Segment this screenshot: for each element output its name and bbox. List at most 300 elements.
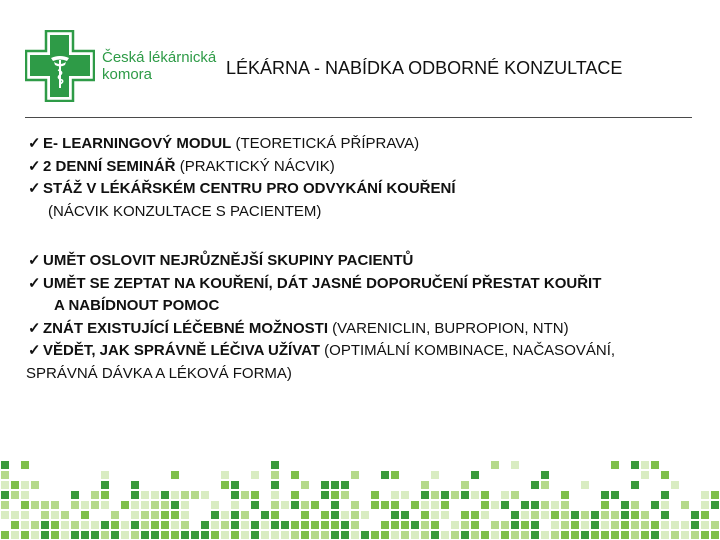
pattern-square: [71, 531, 79, 539]
pattern-square: [221, 531, 229, 539]
pattern-square: [81, 511, 89, 519]
pattern-square: [21, 501, 29, 509]
pattern-square: [541, 481, 549, 489]
pattern-square: [701, 521, 709, 529]
pattern-square: [101, 491, 109, 499]
pattern-square: [221, 511, 229, 519]
pattern-square: [211, 531, 219, 539]
pattern-square: [211, 511, 219, 519]
pattern-square: [231, 511, 239, 519]
pattern-square: [711, 531, 719, 539]
pattern-square: [581, 481, 589, 489]
pattern-square: [191, 531, 199, 539]
pattern-square: [541, 511, 549, 519]
pattern-square: [181, 511, 189, 519]
pattern-square: [411, 501, 419, 509]
pattern-square: [341, 511, 349, 519]
pattern-square: [431, 511, 439, 519]
pattern-square: [381, 501, 389, 509]
pattern-square: [331, 511, 339, 519]
pattern-square: [471, 521, 479, 529]
pattern-square: [281, 531, 289, 539]
pattern-square: [591, 511, 599, 519]
pattern-square: [561, 531, 569, 539]
pattern-square: [211, 501, 219, 509]
pattern-square: [351, 471, 359, 479]
pattern-square: [561, 511, 569, 519]
pattern-square: [181, 521, 189, 529]
pattern-square: [661, 531, 669, 539]
pattern-square: [371, 501, 379, 509]
pattern-square: [611, 461, 619, 469]
pattern-square: [661, 521, 669, 529]
pattern-square: [341, 521, 349, 529]
pattern-square: [351, 501, 359, 509]
pattern-square: [21, 511, 29, 519]
pattern-square: [611, 511, 619, 519]
pattern-square: [31, 481, 39, 489]
pattern-square: [11, 531, 19, 539]
pattern-square: [51, 511, 59, 519]
pharmacy-cross-icon: [25, 30, 95, 102]
pattern-square: [391, 471, 399, 479]
pattern-square: [151, 511, 159, 519]
list-item: [28, 178, 456, 201]
pattern-square: [631, 481, 639, 489]
pattern-square: [91, 491, 99, 499]
item-text: (PRAKTICKÝ NÁCVIK): [175, 157, 335, 175]
pattern-square: [661, 471, 669, 479]
pattern-square: [681, 501, 689, 509]
pattern-square: [691, 531, 699, 539]
pattern-square: [51, 521, 59, 529]
pattern-square: [391, 531, 399, 539]
pattern-square: [161, 501, 169, 509]
pattern-square: [351, 531, 359, 539]
pattern-square: [51, 501, 59, 509]
item-bold-text: 2 DENNÍ SEMINÁŘ: [43, 157, 176, 175]
pattern-square: [41, 521, 49, 529]
pattern-square: [421, 481, 429, 489]
pattern-square: [321, 521, 329, 529]
pattern-square: [291, 521, 299, 529]
item-continuation: (NÁCVIK KONZULTACE S PACIENTEM): [48, 202, 322, 220]
pattern-square: [551, 501, 559, 509]
logo-line-1: Česká lékárnická: [102, 49, 217, 66]
item-bold-text: E- LEARNINGOVÝ MODUL: [43, 135, 232, 152]
pattern-square: [631, 461, 639, 469]
pattern-square: [11, 521, 19, 529]
pattern-square: [671, 531, 679, 539]
pattern-square: [131, 531, 139, 539]
pattern-square: [531, 531, 539, 539]
pattern-square: [81, 521, 89, 529]
pattern-square: [471, 511, 479, 519]
pattern-square: [331, 481, 339, 489]
pattern-square: [701, 511, 709, 519]
pattern-square: [101, 471, 109, 479]
pattern-square: [21, 481, 29, 489]
pattern-square: [1, 461, 9, 469]
check-icon: ✓: [28, 252, 41, 269]
pattern-square: [261, 531, 269, 539]
pattern-square: [551, 521, 559, 529]
pattern-square: [261, 521, 269, 529]
pattern-square: [601, 531, 609, 539]
pattern-square: [41, 511, 49, 519]
pattern-square: [41, 501, 49, 509]
pattern-square: [441, 501, 449, 509]
pattern-square: [81, 531, 89, 539]
pattern-square: [491, 531, 499, 539]
pattern-square: [271, 501, 279, 509]
pattern-square: [481, 531, 489, 539]
pattern-square: [221, 521, 229, 529]
item-text: (VARENICLIN, BUPROPION, NTN): [328, 319, 569, 337]
pattern-square: [121, 531, 129, 539]
item-bold-text: ZNÁT EXISTUJÍCÍ LÉČEBNÉ MOŽNOSTI: [43, 319, 329, 337]
pattern-square: [101, 521, 109, 529]
logo: [25, 30, 235, 102]
pattern-square: [351, 511, 359, 519]
pattern-square: [531, 511, 539, 519]
item-bold-text: STÁŽ V LÉKÁŘSKÉM CENTRU PRO ODVYKÁNÍ KOUŘENÍ: [43, 180, 456, 198]
pattern-square: [1, 471, 9, 479]
pattern-square: [231, 501, 239, 509]
pattern-square: [401, 531, 409, 539]
pattern-square: [701, 501, 709, 509]
pattern-square: [431, 491, 439, 499]
pattern-square: [21, 521, 29, 529]
pattern-square: [301, 521, 309, 529]
pattern-square: [441, 511, 449, 519]
pattern-square: [141, 491, 149, 499]
pattern-square: [431, 471, 439, 479]
pattern-square: [661, 491, 669, 499]
pattern-square: [481, 511, 489, 519]
pattern-square: [251, 501, 259, 509]
item-text: (TEORETICKÁ PŘÍPRAVA): [231, 135, 420, 152]
pattern-square: [301, 511, 309, 519]
pattern-square: [111, 531, 119, 539]
list-item: [28, 156, 456, 179]
pattern-square: [381, 531, 389, 539]
pattern-square: [291, 491, 299, 499]
pattern-square: [181, 531, 189, 539]
pattern-square: [271, 491, 279, 499]
pattern-square: [521, 501, 529, 509]
pattern-square: [81, 501, 89, 509]
check-icon: ✓: [28, 342, 41, 360]
pattern-square: [151, 491, 159, 499]
pattern-square: [301, 501, 309, 509]
pattern-square: [521, 531, 529, 539]
pattern-square: [61, 511, 69, 519]
pattern-square: [501, 501, 509, 509]
pattern-square: [231, 491, 239, 499]
pattern-square: [421, 501, 429, 509]
pattern-square: [441, 491, 449, 499]
pattern-square: [11, 481, 19, 489]
pattern-square: [231, 531, 239, 539]
pattern-square: [611, 521, 619, 529]
pattern-square: [161, 531, 169, 539]
pattern-square: [621, 531, 629, 539]
item-continuation: SPRÁVNÁ DÁVKA A LÉKOVÁ FORMA): [26, 364, 292, 382]
pattern-square: [421, 521, 429, 529]
pattern-square: [271, 511, 279, 519]
pattern-square: [291, 471, 299, 479]
pattern-square: [601, 511, 609, 519]
pattern-square: [621, 501, 629, 509]
pattern-square: [471, 531, 479, 539]
pattern-square: [601, 491, 609, 499]
pattern-square: [291, 531, 299, 539]
pattern-square: [471, 491, 479, 499]
pattern-square: [171, 501, 179, 509]
pattern-square: [581, 521, 589, 529]
pattern-square: [31, 531, 39, 539]
pattern-square: [51, 531, 59, 539]
pattern-square: [501, 531, 509, 539]
item-text: (OPTIMÁLNÍ KOMBINACE, NAČASOVÁNÍ,: [319, 342, 616, 360]
pattern-square: [671, 481, 679, 489]
pattern-square: [611, 491, 619, 499]
pattern-square: [381, 521, 389, 529]
pattern-square: [161, 491, 169, 499]
check-icon: ✓: [28, 180, 41, 198]
logo-line-2: komora: [102, 66, 153, 83]
pattern-square: [681, 521, 689, 529]
pattern-square: [171, 521, 179, 529]
pattern-square: [531, 521, 539, 529]
pattern-square: [1, 501, 9, 509]
pattern-square: [561, 491, 569, 499]
pattern-square: [601, 521, 609, 529]
pattern-square: [641, 511, 649, 519]
pattern-square: [421, 491, 429, 499]
pattern-square: [91, 521, 99, 529]
pattern-square: [271, 521, 279, 529]
pattern-square: [241, 491, 249, 499]
pattern-square: [521, 521, 529, 529]
pattern-square: [311, 521, 319, 529]
check-icon: ✓: [28, 135, 41, 152]
decorative-green-pattern: [0, 460, 720, 540]
pattern-square: [291, 501, 299, 509]
pattern-square: [201, 521, 209, 529]
pattern-square: [141, 501, 149, 509]
pattern-square: [371, 531, 379, 539]
pattern-square: [591, 531, 599, 539]
pattern-square: [441, 531, 449, 539]
pattern-square: [71, 521, 79, 529]
pattern-square: [241, 531, 249, 539]
pattern-square: [321, 491, 329, 499]
pattern-square: [651, 461, 659, 469]
pattern-square: [271, 471, 279, 479]
pattern-square: [331, 491, 339, 499]
pattern-square: [321, 481, 329, 489]
pattern-square: [71, 491, 79, 499]
pattern-square: [251, 471, 259, 479]
pattern-square: [451, 491, 459, 499]
pattern-square: [231, 521, 239, 529]
pattern-square: [121, 521, 129, 529]
pattern-square: [571, 521, 579, 529]
pattern-square: [311, 501, 319, 509]
pattern-square: [61, 531, 69, 539]
pattern-square: [501, 491, 509, 499]
pattern-square: [161, 511, 169, 519]
pattern-square: [281, 501, 289, 509]
pattern-square: [171, 511, 179, 519]
pattern-square: [301, 531, 309, 539]
pattern-square: [621, 521, 629, 529]
pattern-square: [471, 471, 479, 479]
pattern-square: [271, 481, 279, 489]
pattern-square: [391, 491, 399, 499]
pattern-square: [141, 531, 149, 539]
pattern-square: [481, 501, 489, 509]
pattern-square: [601, 501, 609, 509]
pattern-square: [331, 501, 339, 509]
pattern-square: [381, 471, 389, 479]
pattern-square: [521, 511, 529, 519]
pattern-square: [511, 531, 519, 539]
pattern-square: [371, 491, 379, 499]
pattern-square: [641, 521, 649, 529]
pattern-square: [261, 511, 269, 519]
pattern-square: [701, 491, 709, 499]
pattern-square: [1, 481, 9, 489]
pattern-square: [541, 531, 549, 539]
pattern-square: [501, 521, 509, 529]
pattern-square: [611, 531, 619, 539]
pattern-square: [21, 531, 29, 539]
pattern-square: [1, 491, 9, 499]
pattern-square: [11, 491, 19, 499]
pattern-square: [511, 491, 519, 499]
pattern-square: [551, 531, 559, 539]
pattern-square: [631, 501, 639, 509]
pattern-square: [571, 511, 579, 519]
pattern-square: [461, 521, 469, 529]
pattern-square: [341, 481, 349, 489]
pattern-square: [151, 531, 159, 539]
pattern-square: [31, 501, 39, 509]
pattern-square: [11, 511, 19, 519]
skills-list: [28, 250, 615, 386]
item-continuation: A NABÍDNOUT POMOC: [54, 297, 220, 315]
pattern-square: [391, 511, 399, 519]
item-bold-text: VĚDĚT, JAK SPRÁVNĚ LÉČIVA UŽÍVAT: [43, 342, 320, 360]
pattern-square: [511, 461, 519, 469]
pattern-square: [271, 461, 279, 469]
pattern-square: [131, 481, 139, 489]
pattern-square: [711, 491, 719, 499]
pattern-square: [391, 501, 399, 509]
pattern-square: [481, 491, 489, 499]
pattern-square: [151, 521, 159, 529]
pattern-square: [641, 531, 649, 539]
pattern-square: [491, 521, 499, 529]
pattern-square: [201, 531, 209, 539]
pattern-square: [651, 531, 659, 539]
item-bold-text: UMĚT OSLOVIT NEJRŮZNĚJŠÍ SKUPINY PACIENTŮ: [43, 252, 414, 269]
list-item: [28, 273, 615, 296]
pattern-square: [121, 501, 129, 509]
list-item: [28, 250, 615, 273]
pattern-square: [421, 511, 429, 519]
pattern-square: [351, 521, 359, 529]
pattern-square: [461, 491, 469, 499]
pattern-square: [131, 491, 139, 499]
pattern-square: [491, 461, 499, 469]
pattern-square: [691, 511, 699, 519]
pattern-square: [251, 521, 259, 529]
check-icon: ✓: [28, 274, 41, 292]
pattern-square: [131, 501, 139, 509]
pattern-square: [21, 461, 29, 469]
pattern-square: [61, 521, 69, 529]
check-icon: ✓: [28, 319, 41, 337]
pattern-square: [411, 521, 419, 529]
pattern-square: [341, 491, 349, 499]
list-item: [28, 340, 615, 363]
pattern-square: [131, 521, 139, 529]
pattern-square: [321, 531, 329, 539]
pattern-square: [181, 491, 189, 499]
pattern-square: [21, 491, 29, 499]
pattern-square: [241, 521, 249, 529]
pattern-square: [631, 531, 639, 539]
pattern-square: [391, 521, 399, 529]
pattern-square: [331, 521, 339, 529]
pattern-square: [171, 471, 179, 479]
pattern-square: [161, 521, 169, 529]
pattern-square: [421, 531, 429, 539]
pattern-square: [491, 501, 499, 509]
pattern-square: [631, 521, 639, 529]
pattern-square: [431, 501, 439, 509]
pattern-square: [251, 531, 259, 539]
pattern-square: [281, 521, 289, 529]
pattern-square: [131, 511, 139, 519]
pattern-square: [681, 531, 689, 539]
pattern-square: [431, 521, 439, 529]
pattern-square: [1, 511, 9, 519]
pattern-square: [541, 471, 549, 479]
pattern-square: [171, 531, 179, 539]
pattern-square: [91, 531, 99, 539]
pattern-square: [71, 501, 79, 509]
training-list: [28, 133, 456, 223]
pattern-square: [361, 511, 369, 519]
pattern-square: [401, 521, 409, 529]
logo-text: [102, 49, 216, 83]
pattern-square: [141, 511, 149, 519]
pattern-square: [451, 531, 459, 539]
pattern-square: [701, 531, 709, 539]
pattern-square: [251, 491, 259, 499]
pattern-square: [581, 531, 589, 539]
pattern-square: [661, 501, 669, 509]
pattern-square: [511, 521, 519, 529]
pattern-square: [641, 471, 649, 479]
pattern-square: [651, 501, 659, 509]
pattern-square: [111, 511, 119, 519]
